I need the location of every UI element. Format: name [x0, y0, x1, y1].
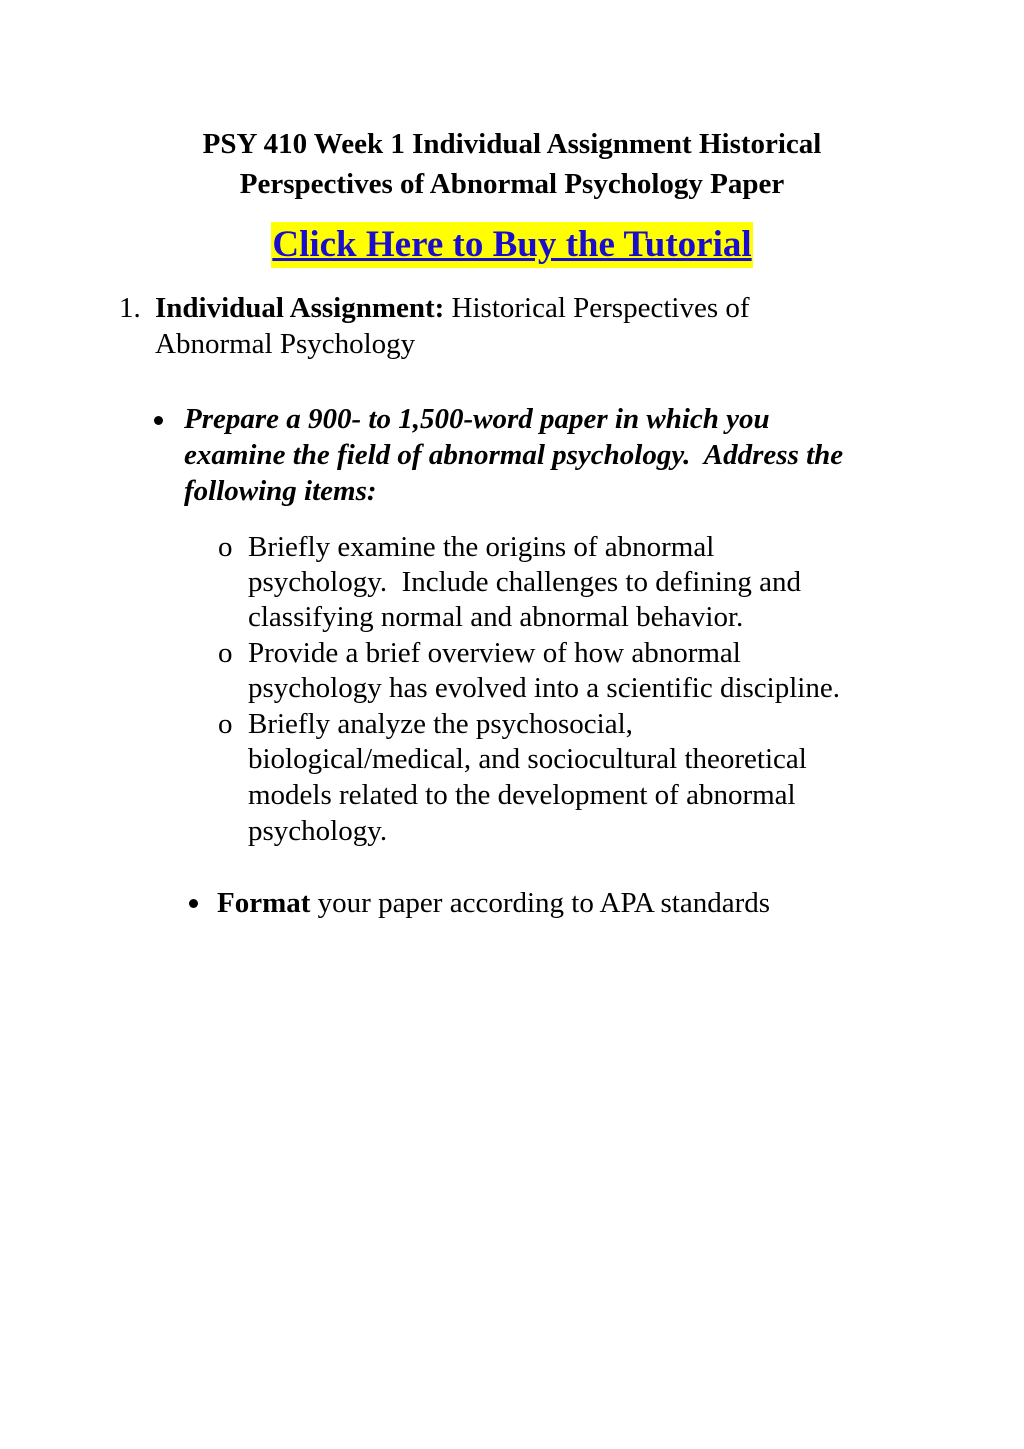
sub-item-1-line-2: psychology. Include challenges to defining and — [248, 566, 801, 598]
bullet-1-line-3: following items: — [184, 475, 377, 507]
bullet-1-line-2: examine the field of abnormal psychology. Address the — [184, 439, 844, 471]
sub-item-2-line-1: Provide a brief overview of how abnormal — [248, 637, 741, 669]
buy-tutorial-link[interactable]: Click Here to Buy the Tutorial — [271, 222, 752, 268]
list-number: 1. — [119, 292, 141, 324]
bullet-2-text: your paper according to APA standards — [310, 887, 771, 919]
list-item-1-text: Historical Perspectives of — [444, 292, 750, 324]
bullet-1-line-1: Prepare a 900- to 1,500-word paper in which you — [184, 403, 770, 435]
filled-bullet-icon — [154, 416, 163, 425]
bullet-2-line — [217, 885, 770, 921]
buy-link-row — [0, 222, 1024, 268]
list-item-1-label: Individual Assignment: — [155, 292, 445, 324]
sub-item-3-line-3: models related to the development of abnormal — [248, 779, 796, 811]
bullet-2-label: Format — [217, 887, 311, 919]
sub-item-1-line-1: Briefly examine the origins of abnormal — [248, 531, 715, 563]
list-item-1-line-1 — [155, 290, 750, 326]
hollow-bullet-icon: o — [218, 708, 233, 740]
page-title-line-1: PSY 410 Week 1 Individual Assignment Historical — [202, 128, 822, 160]
sub-item-3-line-4: psychology. — [248, 815, 388, 847]
hollow-bullet-icon: o — [218, 531, 233, 563]
sub-item-2-line-2: psychology has evolved into a scientific discipline. — [248, 672, 840, 704]
list-item-1-line-2: Abnormal Psychology — [155, 328, 416, 360]
sub-item-1-line-3: classifying normal and abnormal behavior. — [248, 601, 744, 633]
sub-item-3-line-1: Briefly analyze the psychosocial, — [248, 708, 633, 740]
page-title-line-2: Perspectives of Abnormal Psychology Paper — [239, 168, 785, 200]
hollow-bullet-icon: o — [218, 637, 233, 669]
sub-item-3-line-2: biological/medical, and sociocultural theoretical — [248, 743, 807, 775]
filled-bullet-icon — [189, 899, 198, 908]
